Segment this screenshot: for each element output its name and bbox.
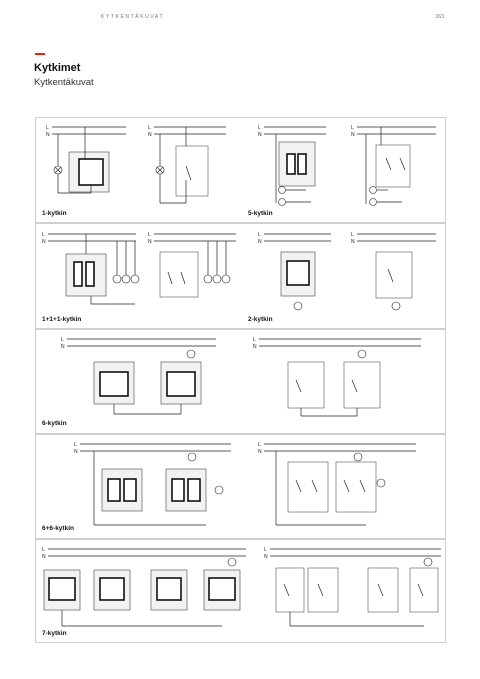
page-subtitle: Kytkentäkuvat — [34, 77, 94, 88]
svg-text:N: N — [42, 239, 46, 245]
svg-text:N: N — [42, 554, 46, 560]
running-header: KYTKENTÄKUVAT — [101, 14, 165, 20]
svg-text:L: L — [351, 232, 354, 238]
caption-5-kytkin: 5-kytkin — [248, 210, 273, 217]
svg-text:N: N — [148, 239, 152, 245]
wiring-diagram-111-2 — [36, 224, 447, 330]
diagram-panel-1 — [35, 117, 446, 223]
svg-text:L: L — [42, 232, 45, 238]
page-title: Kytkimet — [34, 62, 81, 74]
svg-text:L: L — [253, 337, 256, 343]
wiring-diagram-6-6 — [36, 435, 447, 540]
diagram-panel-4 — [35, 434, 446, 539]
svg-text:N: N — [258, 239, 262, 245]
svg-text:L: L — [351, 125, 354, 131]
accent-bar — [35, 53, 45, 55]
svg-text:L: L — [148, 232, 151, 238]
svg-text:L: L — [258, 232, 261, 238]
diagram-panel-5 — [35, 539, 446, 643]
caption-1-kytkin: 1-kytkin — [42, 210, 67, 217]
svg-text:L: L — [61, 337, 64, 343]
svg-text:L: L — [264, 547, 267, 553]
wiring-diagram-7 — [36, 540, 447, 644]
wiring-diagram-1-5 — [36, 118, 447, 224]
svg-text:L: L — [42, 547, 45, 553]
svg-text:L: L — [258, 442, 261, 448]
svg-text:N: N — [253, 344, 257, 350]
caption-1-1-1-kytkin: 1+1+1-kytkin — [42, 316, 82, 323]
svg-text:L: L — [148, 125, 151, 131]
diagram-panel-2 — [35, 223, 446, 329]
svg-text:L: L — [74, 442, 77, 448]
n-label: N — [46, 132, 50, 138]
l-label: L — [46, 125, 49, 131]
svg-text:N: N — [351, 132, 355, 138]
svg-text:L: L — [258, 125, 261, 131]
svg-text:N: N — [351, 239, 355, 245]
diagram-panel-3 — [35, 329, 446, 434]
svg-text:N: N — [264, 554, 268, 560]
caption-6-6-kytkin: 6+6-kytkin — [42, 525, 74, 532]
caption-2-kytkin: 2-kytkin — [248, 316, 273, 323]
svg-text:N: N — [74, 449, 78, 455]
svg-text:N: N — [258, 449, 262, 455]
wiring-diagram-6 — [36, 330, 447, 435]
svg-text:N: N — [61, 344, 65, 350]
svg-text:N: N — [258, 132, 262, 138]
caption-6-kytkin: 6-kytkin — [42, 420, 67, 427]
page-number: 263 — [435, 14, 444, 20]
svg-text:N: N — [148, 132, 152, 138]
caption-7-kytkin: 7-kytkin — [42, 630, 67, 637]
